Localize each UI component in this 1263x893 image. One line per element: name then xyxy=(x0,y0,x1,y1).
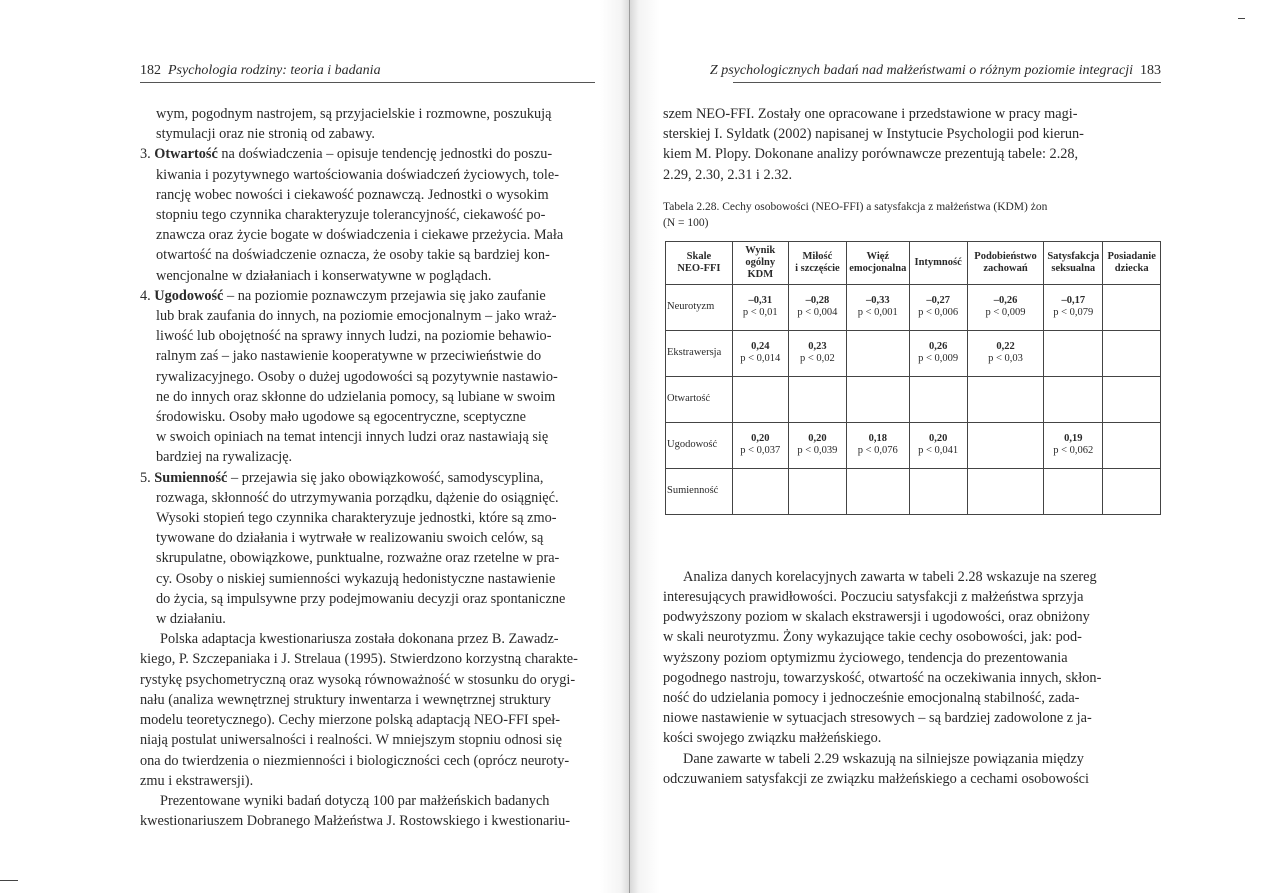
column-header xyxy=(732,241,788,284)
table-row xyxy=(666,330,1161,376)
text-line: Wysoki stopień tego czynnika charakteryzuje jednostki, które są zmo- xyxy=(156,510,557,527)
left-running-header xyxy=(140,63,381,79)
correlation-value: 0,20 xyxy=(808,433,827,445)
text-line: modelu teoretycznego). Cechy mierzone polską adaptacją NEO-FFI speł- xyxy=(140,712,561,729)
table-cell xyxy=(788,468,846,514)
table-cell xyxy=(1103,468,1161,514)
text-line: kwestionariuszem Dobranego Małżeństwa J. Rostowskiego i kwestionariu- xyxy=(140,813,571,830)
spacer xyxy=(663,515,1161,567)
table-cell xyxy=(847,422,909,468)
text-line: stymulacji oraz nie stronią od zabawy. xyxy=(156,126,376,143)
p-value: p < 0,001 xyxy=(857,307,898,319)
table-cell xyxy=(1103,376,1161,422)
table-cell xyxy=(732,284,788,330)
header-line: Satysfakcja xyxy=(1047,250,1100,262)
correlation-value: –0,26 xyxy=(993,295,1018,307)
text-line: kości swojego związku małżeńskiego. xyxy=(663,730,882,747)
text-line: Dane zawarte w tabeli 2.29 wskazują na silniejsze powiązania między xyxy=(683,750,1084,767)
header-line: Więź xyxy=(866,250,890,262)
table-cell xyxy=(909,330,967,376)
text-line: ne do innych oraz skłonne do udzielania pomocy, są lubiane w swoim xyxy=(156,388,556,405)
table-cell xyxy=(847,468,909,514)
header-line: NEO-FFI xyxy=(677,262,721,274)
row-label: Ugodowość xyxy=(666,422,733,468)
correlation-value: 0,26 xyxy=(928,341,948,353)
table-row xyxy=(666,284,1161,330)
row-label: Otwartość xyxy=(666,376,733,422)
row-label: Neurotyzm xyxy=(666,284,733,330)
table-cell xyxy=(909,468,967,514)
table-cell xyxy=(788,284,846,330)
text-line: tywowane do działania i wytrwałe w realizowaniu swoich celów, są xyxy=(156,530,544,547)
table-cell xyxy=(967,284,1044,330)
header-line: i szczęście xyxy=(795,262,840,274)
correlation-value: –0,27 xyxy=(926,295,950,307)
table-cell xyxy=(1103,422,1161,468)
table-cell xyxy=(1044,376,1103,422)
list-term: Ugodowość xyxy=(154,287,224,304)
table-body xyxy=(666,284,1161,514)
text-line: ność do udzielania pomocy i jednocześnie emocjonalną stabilność, zada- xyxy=(663,690,1080,707)
correlation-value: –0,28 xyxy=(805,295,830,307)
header-line: Skale xyxy=(686,250,712,262)
table-cell xyxy=(732,422,788,468)
list-term: Sumienność xyxy=(154,469,228,486)
table-cell xyxy=(732,468,788,514)
column-header xyxy=(967,241,1044,284)
text-line: nału (analiza wewnętrznej struktury inwentarza i wewnętrznej struktury xyxy=(140,691,551,708)
text-line: pogodnego nastroju, towarzyskość, otwartość na oczekiwania innych, skłon- xyxy=(663,669,1102,686)
text-line: Analiza danych korelacyjnych zawarta w tabeli 2.28 wskazuje na szereg xyxy=(683,568,1097,585)
table-cell xyxy=(909,284,967,330)
text-line: rystykę psychometryczną oraz wysoką równoważność w stosunku do orygi- xyxy=(140,671,576,688)
text-line: lub brak zaufania do innych, na poziomie emocjonalnym – jako wraż- xyxy=(156,308,557,325)
text-line: rywalizacyjnego. Osoby o dużej ugodowości są pozytywnie nastawio- xyxy=(156,368,558,385)
text-line: w działaniu. xyxy=(156,611,226,628)
table-cell xyxy=(909,376,967,422)
row-label: Sumienność xyxy=(666,468,733,514)
text-line: rozwaga, skłonność do utrzymywania porządku, dążenie do osiągnięć. xyxy=(156,489,559,506)
text-line: podwyższony poziom w skalach ekstrawersji i ugodowości, oraz obniżony xyxy=(663,609,1090,626)
list-number: 3. xyxy=(140,146,155,163)
p-value: p < 0,006 xyxy=(918,307,959,319)
correlation-value: 0,18 xyxy=(868,433,887,445)
running-title: Psychologia rodziny: teoria i badania xyxy=(168,63,381,78)
scan-mark xyxy=(0,880,18,881)
correlation-value: –0,31 xyxy=(748,295,773,307)
p-value: p < 0,004 xyxy=(797,307,838,319)
table-cell xyxy=(788,330,846,376)
table-cell xyxy=(967,376,1044,422)
header-line: Intymność xyxy=(914,256,962,268)
text-line: ona do twierdzenia o niezmienności i biologiczności cech (oprócz neuroty- xyxy=(140,752,570,769)
list-number: 5. xyxy=(140,469,155,486)
table-head xyxy=(666,241,1161,284)
column-header xyxy=(847,241,909,284)
table-row xyxy=(666,422,1161,468)
list-term: Otwartość xyxy=(154,146,218,163)
correlation-table xyxy=(665,241,1161,515)
column-header xyxy=(666,241,733,284)
text-line: zmu i ekstrawersji). xyxy=(140,772,254,789)
column-header xyxy=(788,241,846,284)
table-cell xyxy=(847,284,909,330)
table-cell xyxy=(1044,422,1103,468)
table-cell xyxy=(1103,284,1161,330)
page-number: 183 xyxy=(1140,63,1161,78)
p-value: p < 0,041 xyxy=(918,445,959,457)
header-line: ogólny xyxy=(745,256,776,268)
list-text: na doświadczenia – opisuje tendencję jednostki do poszu- xyxy=(217,146,553,163)
running-title: Z psychologicznych badań nad małżeństwami o różnym poziomie integracji xyxy=(709,63,1133,78)
header-line: Posiadanie xyxy=(1107,250,1156,262)
list-number: 4. xyxy=(140,287,155,304)
text-line: wym, pogodnym nastrojem, są przyjacielskie i rozmowne, poszukują xyxy=(156,106,552,122)
p-value: p < 0,009 xyxy=(985,307,1026,319)
text-line: sterskiej I. Syldatk (2002) napisanej w Instytucie Psychologii pod kierun- xyxy=(663,126,1084,143)
text-line: szem NEO-FFI. Zostały one opracowane i przedstawione w pracy magi- xyxy=(663,106,1078,122)
table-cell xyxy=(1103,330,1161,376)
p-value: p < 0,076 xyxy=(857,445,898,457)
right-running-header xyxy=(710,63,1161,79)
table-cell xyxy=(788,422,846,468)
text-line: niają postulat uniwersalności i realności. W mniejszym stopniu odnosi się xyxy=(140,732,562,749)
column-header xyxy=(1103,241,1161,284)
text-line: stopniu tego czynnika charakteryzuje tolerancyjność, ciekawość po- xyxy=(156,207,546,224)
correlation-value: 0,20 xyxy=(751,433,770,445)
table-row xyxy=(666,468,1161,514)
text-line: kiego, P. Szczepaniaka i J. Strelaua (1995). Stwierdzono korzystną charakte- xyxy=(140,651,578,668)
text-line: rancję wobec nowości i ciekawość poznawczą. Jednostki o wysokim xyxy=(156,186,549,203)
text-line: skrupulatne, obowiązkowe, punktualne, rozważne oraz rzetelne w pra- xyxy=(156,550,560,567)
header-line: Wynik xyxy=(745,244,776,256)
table-caption xyxy=(663,199,1161,231)
header-line: zachowań xyxy=(983,262,1028,274)
list-text: – na poziomie poznawczym przejawia się jako zaufanie xyxy=(223,287,546,304)
text-line: w skali neurotyzmu. Żony wykazujące takie cechy osobowości, jak: pod- xyxy=(663,629,1082,646)
p-value: p < 0,014 xyxy=(740,353,781,365)
header-line: KDM xyxy=(747,268,774,280)
page-number: 182 xyxy=(140,63,161,78)
text-line: odczuwaniem satysfakcji ze związku małżeńskiego a cechami osobowości xyxy=(663,770,1089,787)
p-value: p < 0,02 xyxy=(799,353,835,365)
table-cell xyxy=(847,330,909,376)
table-cell xyxy=(909,422,967,468)
row-label: Ekstrawersja xyxy=(666,330,733,376)
column-header xyxy=(1044,241,1103,284)
table-cell xyxy=(732,376,788,422)
correlation-value: 0,22 xyxy=(996,341,1015,353)
header-rule xyxy=(733,82,1161,83)
book-gutter xyxy=(600,0,660,893)
list-item-line xyxy=(140,468,595,488)
p-value: p < 0,009 xyxy=(918,353,959,365)
correlation-value: –0,33 xyxy=(865,295,890,307)
text-line: interesujących prawidłowości. Poczuciu satysfakcji z małżeństwa sprzyja xyxy=(663,589,1084,606)
correlation-value: 0,20 xyxy=(928,433,948,445)
table-cell xyxy=(788,376,846,422)
text-line: w swoich opiniach na temat intencji innych ludzi oraz nastawiają się xyxy=(156,429,549,446)
scan-mark xyxy=(1238,18,1245,19)
header-line: dziecka xyxy=(1114,262,1149,274)
p-value: p < 0,03 xyxy=(988,353,1023,365)
text-line: kiem M. Plopy. Dokonane analizy porównawcze prezentują tabele: 2.28, xyxy=(663,146,1079,163)
p-value: p < 0,062 xyxy=(1053,445,1094,457)
correlation-value: 0,23 xyxy=(808,341,827,353)
header-row xyxy=(666,241,1161,284)
list-item-line xyxy=(140,286,595,306)
correlation-value: –0,17 xyxy=(1061,295,1086,307)
text-line: znawcza oraz życie bogate w doświadczenia i ciekawe przeżycia. Mała xyxy=(156,227,564,244)
p-value: p < 0,01 xyxy=(742,307,778,319)
text-line: otwartość na doświadczenie oznacza, że osoby takie są bardziej kon- xyxy=(156,247,550,264)
right-body-text xyxy=(663,104,1161,789)
header-line: Podobieństwo xyxy=(974,250,1037,262)
header-line: Miłość xyxy=(802,250,833,262)
text-line: środowisku. Osoby mało ugodowe są egocentryczne, sceptyczne xyxy=(156,409,527,426)
p-value: p < 0,039 xyxy=(797,445,838,457)
header-line: emocjonalna xyxy=(849,262,907,274)
table-row xyxy=(666,376,1161,422)
text-line: niowe nastawienie w sytuacjach stresowych – są bardziej zadowolone z ja- xyxy=(663,710,1092,727)
header-line: seksualna xyxy=(1051,262,1096,274)
text-line: bardziej na rywalizację. xyxy=(156,449,293,466)
text-line: cy. Osoby o niskiej sumienności wykazują hedonistyczne nastawienie xyxy=(156,570,556,587)
table-cell xyxy=(1044,284,1103,330)
caption-line: (N = 100) xyxy=(663,216,709,229)
caption-line: Tabela 2.28. Cechy osobowości (NEO-FFI) a satysfakcja z małżeństwa (KDM) żon xyxy=(663,200,1048,213)
text-line: liwość lub obojętność na sprawy innych ludzi, na poziomie behawio- xyxy=(156,328,552,345)
table-cell xyxy=(732,330,788,376)
table-cell xyxy=(967,468,1044,514)
left-body-text xyxy=(140,104,595,831)
text-line: Polska adaptacja kwestionariusza została dokonana przez B. Zawadz- xyxy=(160,631,559,648)
text-line: Prezentowane wyniki badań dotyczą 100 par małżeńskich badanych xyxy=(160,792,550,809)
text-line: wencjonalne w działaniach i konserwatywne w poglądach. xyxy=(156,267,492,284)
table-cell xyxy=(1044,330,1103,376)
column-header xyxy=(909,241,967,284)
text-line: do życia, są impulsywne przy podejmowaniu decyzji oraz spontaniczne xyxy=(156,590,566,607)
text-line: ralnym zaś – jako nastawienie kooperatywne w przeciwieństwie do xyxy=(156,348,542,365)
gutter-fold-line xyxy=(629,0,630,893)
list-text: – przejawia się jako obowiązkowość, samodyscyplina, xyxy=(227,469,544,486)
text-line: kiwania i pozytywnego wartościowania doświadczeń życiowych, tole- xyxy=(156,166,559,183)
correlation-value: 0,24 xyxy=(751,341,770,353)
table-cell xyxy=(847,376,909,422)
header-rule xyxy=(140,82,595,83)
table-cell xyxy=(1044,468,1103,514)
p-value: p < 0,037 xyxy=(740,445,781,457)
table-cell xyxy=(967,422,1044,468)
list-item-line xyxy=(140,144,595,164)
text-line: wyższony poziom optymizmu życiowego, tendencja do prezentowania xyxy=(663,649,1068,666)
text-line: 2.29, 2.30, 2.31 i 2.32. xyxy=(663,166,793,183)
p-value: p < 0,079 xyxy=(1053,307,1094,319)
table-cell xyxy=(967,330,1044,376)
correlation-value: 0,19 xyxy=(1064,433,1083,445)
